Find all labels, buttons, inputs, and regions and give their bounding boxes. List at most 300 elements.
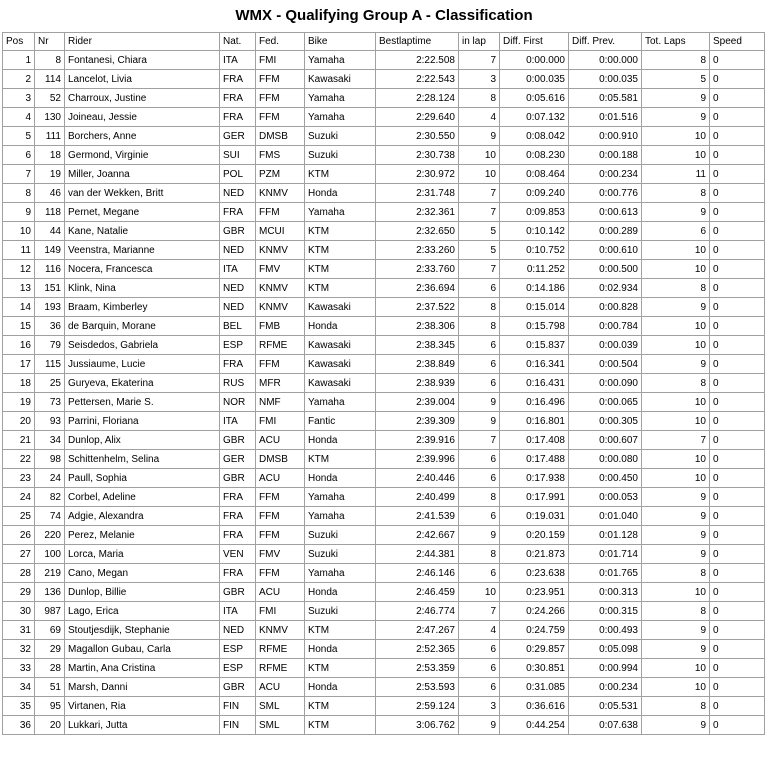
cell-bestlaptime: 2:39.996 — [376, 450, 459, 469]
cell-diff-prev: 0:00.090 — [569, 374, 642, 393]
cell-tot-laps: 8 — [642, 51, 710, 70]
cell-tot-laps: 10 — [642, 678, 710, 697]
cell-pos: 29 — [3, 583, 35, 602]
table-row — [3, 374, 765, 393]
cell-nr: 51 — [35, 678, 65, 697]
cell-nat: ESP — [220, 659, 256, 678]
cell-bestlaptime: 2:33.260 — [376, 241, 459, 260]
cell-bike: Kawasaki — [305, 374, 376, 393]
cell-rider: Corbel, Adeline — [65, 488, 220, 507]
cell-bestlaptime: 2:39.916 — [376, 431, 459, 450]
cell-diff-prev: 0:00.776 — [569, 184, 642, 203]
cell-nat: NED — [220, 621, 256, 640]
cell-speed: 0 — [710, 393, 765, 412]
cell-bike: Honda — [305, 469, 376, 488]
cell-diff-first: 0:16.496 — [500, 393, 569, 412]
cell-tot-laps: 9 — [642, 355, 710, 374]
cell-speed: 0 — [710, 412, 765, 431]
table-row — [3, 393, 765, 412]
cell-in-lap: 9 — [459, 716, 500, 735]
cell-rider: Kane, Natalie — [65, 222, 220, 241]
column-header-nr: Nr — [35, 33, 65, 51]
cell-diff-prev: 0:00.828 — [569, 298, 642, 317]
cell-pos: 2 — [3, 70, 35, 89]
cell-bike: Kawasaki — [305, 336, 376, 355]
cell-pos: 14 — [3, 298, 35, 317]
cell-pos: 33 — [3, 659, 35, 678]
cell-in-lap: 7 — [459, 184, 500, 203]
cell-nat: BEL — [220, 317, 256, 336]
cell-speed: 0 — [710, 298, 765, 317]
table-row — [3, 678, 765, 697]
cell-nr: 219 — [35, 564, 65, 583]
cell-bike: KTM — [305, 450, 376, 469]
cell-bike: Yamaha — [305, 203, 376, 222]
cell-rider: de Barquin, Morane — [65, 317, 220, 336]
cell-bestlaptime: 2:29.640 — [376, 108, 459, 127]
cell-pos: 3 — [3, 89, 35, 108]
cell-rider: Jussiaume, Lucie — [65, 355, 220, 374]
cell-diff-first: 0:23.638 — [500, 564, 569, 583]
cell-nr: 52 — [35, 89, 65, 108]
cell-bike: KTM — [305, 165, 376, 184]
cell-nat: FRA — [220, 108, 256, 127]
cell-tot-laps: 11 — [642, 165, 710, 184]
table-row — [3, 355, 765, 374]
cell-pos: 19 — [3, 393, 35, 412]
table-row — [3, 469, 765, 488]
cell-bestlaptime: 2:33.760 — [376, 260, 459, 279]
cell-in-lap: 6 — [459, 678, 500, 697]
table-row — [3, 51, 765, 70]
cell-fed: FFM — [256, 507, 305, 526]
cell-nr: 46 — [35, 184, 65, 203]
cell-nat: SUI — [220, 146, 256, 165]
cell-diff-prev: 0:00.039 — [569, 336, 642, 355]
cell-speed: 0 — [710, 583, 765, 602]
cell-bike: KTM — [305, 260, 376, 279]
cell-nat: FRA — [220, 507, 256, 526]
cell-diff-first: 0:44.254 — [500, 716, 569, 735]
cell-fed: MCUI — [256, 222, 305, 241]
cell-pos: 35 — [3, 697, 35, 716]
cell-nat: ITA — [220, 412, 256, 431]
cell-rider: Dunlop, Billie — [65, 583, 220, 602]
cell-bestlaptime: 2:44.381 — [376, 545, 459, 564]
cell-nat: GBR — [220, 583, 256, 602]
cell-pos: 6 — [3, 146, 35, 165]
cell-diff-prev: 0:00.315 — [569, 602, 642, 621]
cell-speed: 0 — [710, 108, 765, 127]
table-row — [3, 222, 765, 241]
cell-rider: Marsh, Danni — [65, 678, 220, 697]
cell-speed: 0 — [710, 70, 765, 89]
table-row — [3, 716, 765, 735]
cell-bike: Suzuki — [305, 602, 376, 621]
cell-diff-prev: 0:00.504 — [569, 355, 642, 374]
header-row — [3, 33, 765, 51]
cell-speed: 0 — [710, 317, 765, 336]
cell-fed: SML — [256, 697, 305, 716]
cell-diff-prev: 0:00.053 — [569, 488, 642, 507]
cell-bestlaptime: 2:40.446 — [376, 469, 459, 488]
cell-rider: Miller, Joanna — [65, 165, 220, 184]
cell-diff-prev: 0:00.234 — [569, 165, 642, 184]
cell-pos: 15 — [3, 317, 35, 336]
cell-speed: 0 — [710, 184, 765, 203]
cell-pos: 22 — [3, 450, 35, 469]
table-row — [3, 146, 765, 165]
table-row — [3, 279, 765, 298]
cell-bike: Yamaha — [305, 89, 376, 108]
table-row — [3, 336, 765, 355]
cell-tot-laps: 8 — [642, 564, 710, 583]
cell-nr: 74 — [35, 507, 65, 526]
cell-bike: KTM — [305, 697, 376, 716]
cell-nr: 136 — [35, 583, 65, 602]
cell-bike: Honda — [305, 317, 376, 336]
cell-in-lap: 7 — [459, 260, 500, 279]
cell-diff-first: 0:00.035 — [500, 70, 569, 89]
cell-diff-first: 0:15.014 — [500, 298, 569, 317]
cell-diff-prev: 0:00.305 — [569, 412, 642, 431]
cell-speed: 0 — [710, 260, 765, 279]
cell-in-lap: 9 — [459, 393, 500, 412]
cell-speed: 0 — [710, 507, 765, 526]
cell-in-lap: 7 — [459, 602, 500, 621]
cell-diff-first: 0:16.431 — [500, 374, 569, 393]
table-row — [3, 526, 765, 545]
cell-rider: Seisdedos, Gabriela — [65, 336, 220, 355]
cell-nr: 987 — [35, 602, 65, 621]
column-header-diff-prev: Diff. Prev. — [569, 33, 642, 51]
cell-pos: 28 — [3, 564, 35, 583]
cell-diff-prev: 0:00.065 — [569, 393, 642, 412]
cell-nat: POL — [220, 165, 256, 184]
table-row — [3, 241, 765, 260]
cell-rider: Nocera, Francesca — [65, 260, 220, 279]
cell-in-lap: 6 — [459, 374, 500, 393]
cell-fed: NMF — [256, 393, 305, 412]
cell-bestlaptime: 2:38.939 — [376, 374, 459, 393]
table-row — [3, 165, 765, 184]
cell-in-lap: 6 — [459, 507, 500, 526]
cell-in-lap: 6 — [459, 659, 500, 678]
cell-fed: KNMV — [256, 241, 305, 260]
table-row — [3, 640, 765, 659]
cell-diff-prev: 0:00.188 — [569, 146, 642, 165]
cell-rider: Charroux, Justine — [65, 89, 220, 108]
cell-bestlaptime: 2:30.738 — [376, 146, 459, 165]
table-row — [3, 298, 765, 317]
table-row — [3, 488, 765, 507]
cell-bike: Yamaha — [305, 51, 376, 70]
cell-tot-laps: 9 — [642, 89, 710, 108]
cell-pos: 25 — [3, 507, 35, 526]
cell-nat: GER — [220, 127, 256, 146]
column-header-fed: Fed. — [256, 33, 305, 51]
cell-nat: FRA — [220, 488, 256, 507]
cell-tot-laps: 9 — [642, 716, 710, 735]
cell-diff-first: 0:08.464 — [500, 165, 569, 184]
table-row — [3, 184, 765, 203]
cell-pos: 34 — [3, 678, 35, 697]
cell-tot-laps: 9 — [642, 621, 710, 640]
cell-fed: FFM — [256, 564, 305, 583]
cell-bike: Yamaha — [305, 564, 376, 583]
cell-bestlaptime: 2:30.550 — [376, 127, 459, 146]
table-row — [3, 659, 765, 678]
cell-bike: Honda — [305, 431, 376, 450]
cell-diff-prev: 0:01.765 — [569, 564, 642, 583]
cell-pos: 13 — [3, 279, 35, 298]
cell-nr: 220 — [35, 526, 65, 545]
page-title: WMX - Qualifying Group A - Classification — [235, 7, 533, 24]
table-row — [3, 450, 765, 469]
cell-in-lap: 9 — [459, 412, 500, 431]
cell-diff-prev: 0:00.610 — [569, 241, 642, 260]
cell-bestlaptime: 2:46.146 — [376, 564, 459, 583]
cell-tot-laps: 10 — [642, 583, 710, 602]
cell-tot-laps: 10 — [642, 241, 710, 260]
cell-rider: Braam, Kimberley — [65, 298, 220, 317]
column-header-diff-first: Diff. First — [500, 33, 569, 51]
cell-diff-prev: 0:07.638 — [569, 716, 642, 735]
cell-tot-laps: 10 — [642, 317, 710, 336]
cell-nr: 25 — [35, 374, 65, 393]
table-row — [3, 697, 765, 716]
column-header-tot-laps: Tot. Laps — [642, 33, 710, 51]
cell-fed: RFME — [256, 659, 305, 678]
column-header-bike: Bike — [305, 33, 376, 51]
cell-pos: 30 — [3, 602, 35, 621]
cell-diff-first: 0:24.759 — [500, 621, 569, 640]
cell-nr: 149 — [35, 241, 65, 260]
cell-bestlaptime: 2:41.539 — [376, 507, 459, 526]
cell-pos: 24 — [3, 488, 35, 507]
cell-speed: 0 — [710, 336, 765, 355]
cell-fed: FMB — [256, 317, 305, 336]
cell-in-lap: 6 — [459, 564, 500, 583]
cell-bestlaptime: 2:42.667 — [376, 526, 459, 545]
cell-in-lap: 10 — [459, 583, 500, 602]
cell-diff-first: 0:07.132 — [500, 108, 569, 127]
cell-tot-laps: 8 — [642, 184, 710, 203]
cell-fed: DMSB — [256, 450, 305, 469]
cell-fed: ACU — [256, 583, 305, 602]
cell-bestlaptime: 2:32.361 — [376, 203, 459, 222]
cell-nr: 98 — [35, 450, 65, 469]
cell-diff-first: 0:17.408 — [500, 431, 569, 450]
cell-bestlaptime: 2:53.359 — [376, 659, 459, 678]
cell-diff-first: 0:21.873 — [500, 545, 569, 564]
cell-speed: 0 — [710, 526, 765, 545]
column-header-bestlaptime: Bestlaptime — [376, 33, 459, 51]
cell-fed: RFME — [256, 336, 305, 355]
cell-diff-first: 0:17.488 — [500, 450, 569, 469]
cell-rider: van der Wekken, Britt — [65, 184, 220, 203]
cell-bike: Fantic — [305, 412, 376, 431]
cell-diff-prev: 0:01.128 — [569, 526, 642, 545]
cell-fed: RFME — [256, 640, 305, 659]
cell-tot-laps: 8 — [642, 697, 710, 716]
table-row — [3, 621, 765, 640]
cell-fed: FFM — [256, 203, 305, 222]
cell-pos: 5 — [3, 127, 35, 146]
cell-in-lap: 9 — [459, 526, 500, 545]
cell-pos: 26 — [3, 526, 35, 545]
cell-fed: KNMV — [256, 621, 305, 640]
cell-diff-prev: 0:00.493 — [569, 621, 642, 640]
cell-nr: 193 — [35, 298, 65, 317]
cell-in-lap: 4 — [459, 621, 500, 640]
cell-pos: 31 — [3, 621, 35, 640]
cell-pos: 23 — [3, 469, 35, 488]
cell-bike: Yamaha — [305, 488, 376, 507]
cell-tot-laps: 7 — [642, 431, 710, 450]
cell-bestlaptime: 2:22.508 — [376, 51, 459, 70]
cell-diff-prev: 0:00.500 — [569, 260, 642, 279]
cell-nr: 36 — [35, 317, 65, 336]
cell-fed: SML — [256, 716, 305, 735]
table-row — [3, 602, 765, 621]
cell-in-lap: 8 — [459, 488, 500, 507]
cell-rider: Parrini, Floriana — [65, 412, 220, 431]
cell-pos: 36 — [3, 716, 35, 735]
table-row — [3, 108, 765, 127]
cell-diff-first: 0:08.230 — [500, 146, 569, 165]
cell-rider: Klink, Nina — [65, 279, 220, 298]
cell-nr: 20 — [35, 716, 65, 735]
cell-diff-first: 0:10.142 — [500, 222, 569, 241]
cell-bike: Kawasaki — [305, 70, 376, 89]
cell-speed: 0 — [710, 374, 765, 393]
cell-diff-prev: 0:00.000 — [569, 51, 642, 70]
cell-rider: Martin, Ana Cristina — [65, 659, 220, 678]
cell-nr: 79 — [35, 336, 65, 355]
cell-bike: KTM — [305, 241, 376, 260]
cell-speed: 0 — [710, 165, 765, 184]
cell-fed: FMI — [256, 51, 305, 70]
table-row — [3, 583, 765, 602]
cell-nat: VEN — [220, 545, 256, 564]
cell-rider: Lancelot, Livia — [65, 70, 220, 89]
cell-nat: ITA — [220, 51, 256, 70]
cell-tot-laps: 9 — [642, 298, 710, 317]
cell-tot-laps: 10 — [642, 336, 710, 355]
cell-speed: 0 — [710, 203, 765, 222]
cell-nat: NED — [220, 298, 256, 317]
column-header-nat: Nat. — [220, 33, 256, 51]
cell-nr: 73 — [35, 393, 65, 412]
table-row — [3, 260, 765, 279]
cell-in-lap: 3 — [459, 70, 500, 89]
cell-in-lap: 10 — [459, 146, 500, 165]
cell-fed: FMV — [256, 260, 305, 279]
cell-pos: 27 — [3, 545, 35, 564]
cell-tot-laps: 6 — [642, 222, 710, 241]
cell-rider: Guryeva, Ekaterina — [65, 374, 220, 393]
cell-nr: 111 — [35, 127, 65, 146]
cell-bestlaptime: 2:46.459 — [376, 583, 459, 602]
cell-nat: NOR — [220, 393, 256, 412]
cell-tot-laps: 10 — [642, 260, 710, 279]
cell-bestlaptime: 2:38.306 — [376, 317, 459, 336]
cell-diff-first: 0:23.951 — [500, 583, 569, 602]
cell-speed: 0 — [710, 545, 765, 564]
cell-tot-laps: 8 — [642, 374, 710, 393]
cell-fed: FFM — [256, 70, 305, 89]
cell-bike: KTM — [305, 222, 376, 241]
cell-nr: 19 — [35, 165, 65, 184]
cell-speed: 0 — [710, 621, 765, 640]
cell-diff-prev: 0:00.607 — [569, 431, 642, 450]
cell-bestlaptime: 2:46.774 — [376, 602, 459, 621]
cell-fed: PZM — [256, 165, 305, 184]
cell-diff-prev: 0:00.784 — [569, 317, 642, 336]
cell-rider: Lukkari, Jutta — [65, 716, 220, 735]
table-row — [3, 127, 765, 146]
cell-rider: Dunlop, Alix — [65, 431, 220, 450]
cell-bestlaptime: 2:59.124 — [376, 697, 459, 716]
cell-pos: 17 — [3, 355, 35, 374]
cell-fed: FMS — [256, 146, 305, 165]
cell-fed: FFM — [256, 89, 305, 108]
cell-diff-prev: 0:00.289 — [569, 222, 642, 241]
cell-bike: KTM — [305, 659, 376, 678]
cell-rider: Joineau, Jessie — [65, 108, 220, 127]
cell-nr: 151 — [35, 279, 65, 298]
cell-diff-first: 0:08.042 — [500, 127, 569, 146]
cell-nr: 93 — [35, 412, 65, 431]
cell-nr: 95 — [35, 697, 65, 716]
cell-bestlaptime: 2:36.694 — [376, 279, 459, 298]
cell-nat: FIN — [220, 697, 256, 716]
cell-nr: 44 — [35, 222, 65, 241]
cell-bike: Kawasaki — [305, 355, 376, 374]
cell-fed: ACU — [256, 431, 305, 450]
cell-fed: KNMV — [256, 298, 305, 317]
cell-tot-laps: 10 — [642, 659, 710, 678]
cell-tot-laps: 9 — [642, 108, 710, 127]
cell-fed: FFM — [256, 355, 305, 374]
cell-diff-first: 0:14.186 — [500, 279, 569, 298]
cell-diff-first: 0:31.085 — [500, 678, 569, 697]
table-row — [3, 70, 765, 89]
cell-nr: 18 — [35, 146, 65, 165]
cell-diff-prev: 0:00.313 — [569, 583, 642, 602]
cell-bestlaptime: 3:06.762 — [376, 716, 459, 735]
cell-nat: ESP — [220, 336, 256, 355]
cell-bike: KTM — [305, 716, 376, 735]
cell-speed: 0 — [710, 488, 765, 507]
table-row — [3, 431, 765, 450]
cell-tot-laps: 10 — [642, 450, 710, 469]
cell-bestlaptime: 2:39.309 — [376, 412, 459, 431]
cell-tot-laps: 9 — [642, 488, 710, 507]
cell-in-lap: 10 — [459, 165, 500, 184]
cell-diff-prev: 0:00.035 — [569, 70, 642, 89]
cell-in-lap: 6 — [459, 336, 500, 355]
column-header-in-lap: in lap — [459, 33, 500, 51]
table-row — [3, 412, 765, 431]
cell-bike: Yamaha — [305, 108, 376, 127]
cell-bike: Suzuki — [305, 146, 376, 165]
cell-fed: FFM — [256, 108, 305, 127]
cell-pos: 8 — [3, 184, 35, 203]
cell-nat: NED — [220, 279, 256, 298]
column-header-speed: Speed — [710, 33, 765, 51]
